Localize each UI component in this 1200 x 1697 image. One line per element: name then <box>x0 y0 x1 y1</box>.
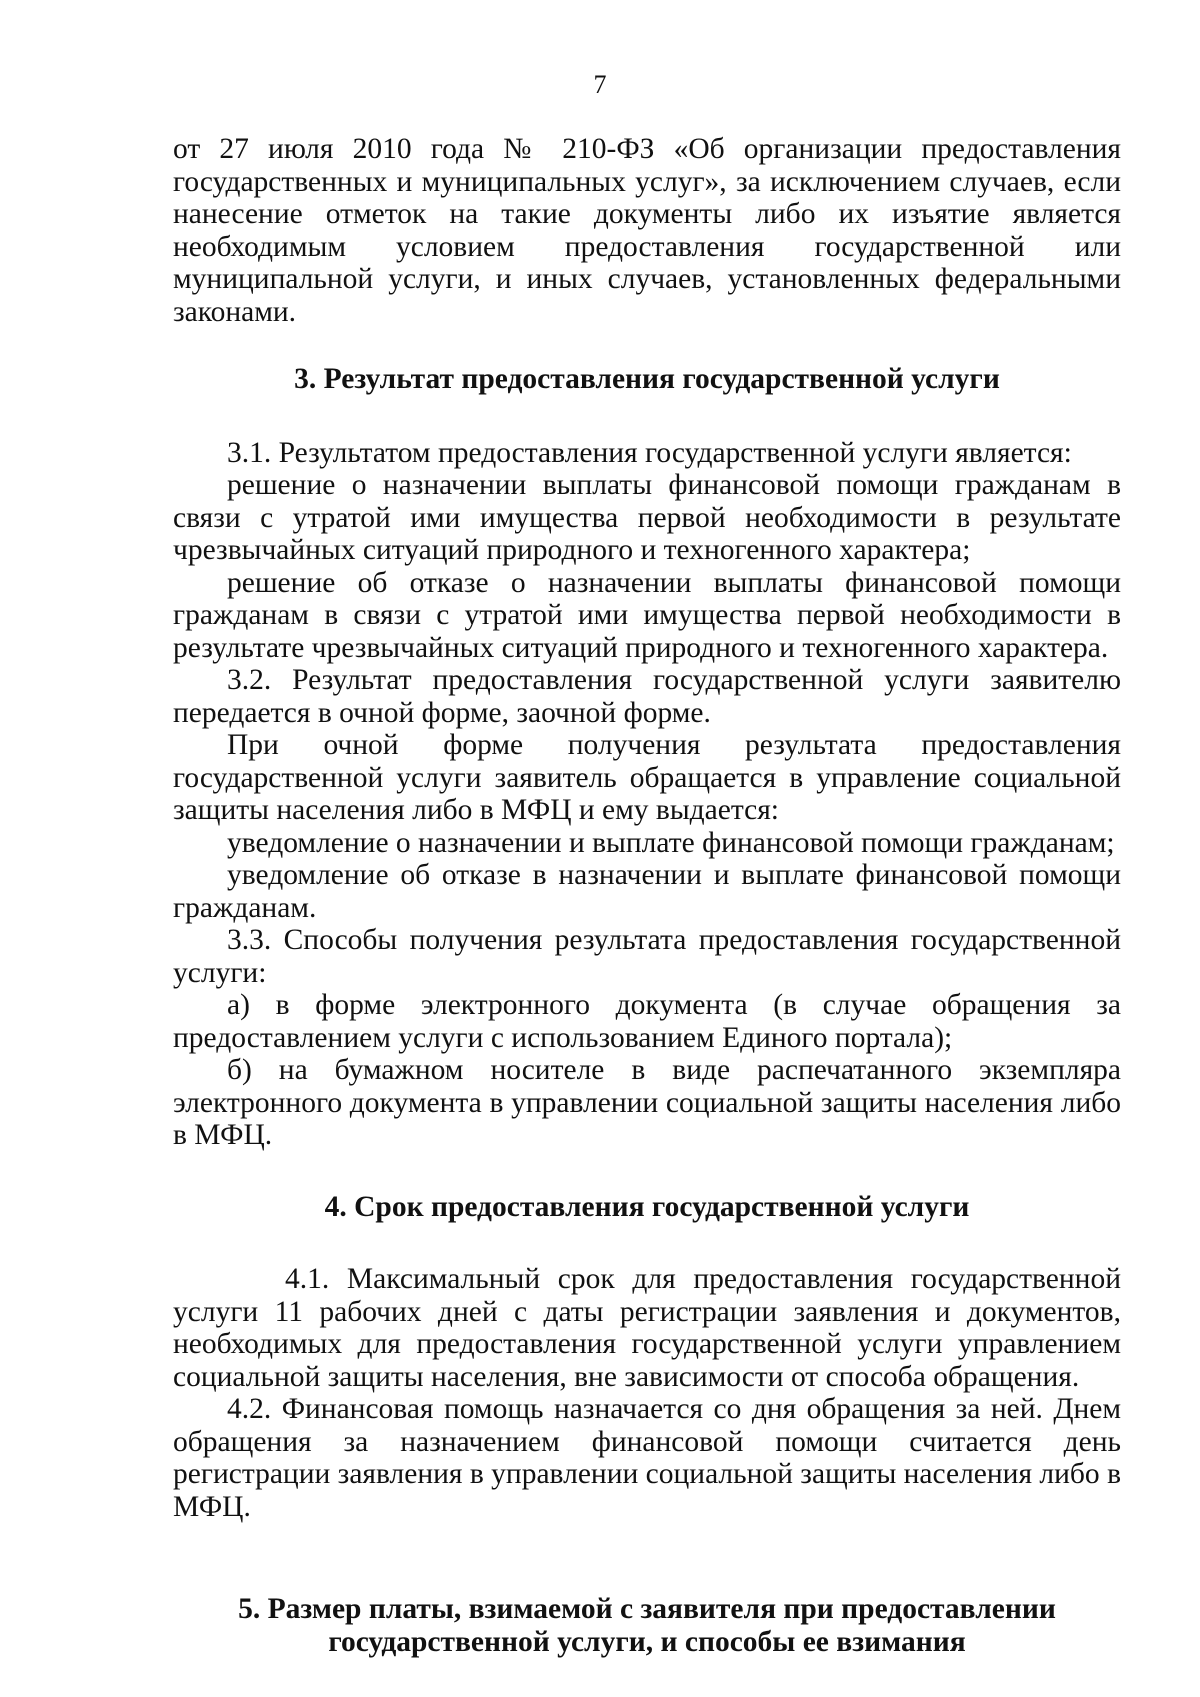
section-3-heading: 3. Результат предоставления государственной услуги <box>294 363 1000 395</box>
paragraph-3-1-decision-grant: решение о назначении выплаты финансовой помощи гражданам в связи с утратой ими имущества первой необходимости в результате чрезвычайных ситуаций природного и техногенного характера; <box>173 469 1121 566</box>
paragraph-3-3-paper: б) на бумажном носителе в виде распечатанного экземпляра электронного документа в управлении социальной защиты населения либо в МФЦ. <box>173 1054 1121 1151</box>
paragraph-3-2-notice-grant: уведомление о назначении и выплате финансовой помощи гражданам; <box>227 826 1115 859</box>
paragraph-3-2-in-person: При очной форме получения результата предоставления государственной услуги заявитель обращается в управление социальной защиты населения либо в МФЦ и ему выдается: <box>173 729 1121 826</box>
section-4-heading: 4. Срок предоставления государственной услуги <box>324 1190 970 1223</box>
paragraph-4-1: 4.1. Максимальный срок для предоставления государственной услуги 11 рабочих дней с даты регистрации заявления и документов, необходимых для предоставления государственной услуги управлением социальной защиты населения, вне зависимости от способа обращения. <box>173 1263 1121 1393</box>
document-body <box>173 133 1121 1658</box>
paragraph-3-3-electronic: а) в форме электронного документа (в случае обращения за предоставлением услуги с использованием Единого портала); <box>173 989 1121 1054</box>
paragraph-3-2: 3.2. Результат предоставления государственной услуги заявителю передается в очной форме, заочной форме. <box>173 664 1121 729</box>
paragraph-3-1-decision-refusal: решение об отказе о назначении выплаты финансовой помощи гражданам в связи с утратой ими имущества первой необходимости в результате чрезвычайных ситуаций природного и техногенного характера. <box>173 566 1121 664</box>
paragraph-3-2-notice-refusal: уведомление об отказе в назначении и выплате финансовой помощи гражданам. <box>173 859 1121 924</box>
paragraph-3-3: 3.3. Способы получения результата предоставления государственной услуги: <box>173 924 1121 989</box>
section-5-heading-line-2: государственной услуги, и способы ее взимания <box>328 1625 966 1658</box>
page-number: 7 <box>593 70 607 99</box>
section-5-heading <box>173 1593 1121 1658</box>
intro-paragraph: от 27 июля 2010 года № 210-ФЗ «Об организации предоставления государственных и муниципальных услуг», за исключением случаев, если нанесение отметок на такие документы либо их изъятие является необходимым условием предоставления государственной или муниципальной услуги, и иных случаев, установленных федеральными законами. <box>173 133 1121 328</box>
paragraph-4-2: 4.2. Финансовая помощь назначается со дня обращения за ней. Днем обращения за назначением финансовой помощи считается день регистрации заявления в управлении социальной защиты населения либо в МФЦ. <box>173 1393 1121 1523</box>
section-5-heading-line-1: 5. Размер платы, взимаемой с заявителя при предоставлении <box>238 1593 1056 1625</box>
paragraph-3-1: 3.1. Результатом предоставления государственной услуги является: <box>227 436 1072 469</box>
